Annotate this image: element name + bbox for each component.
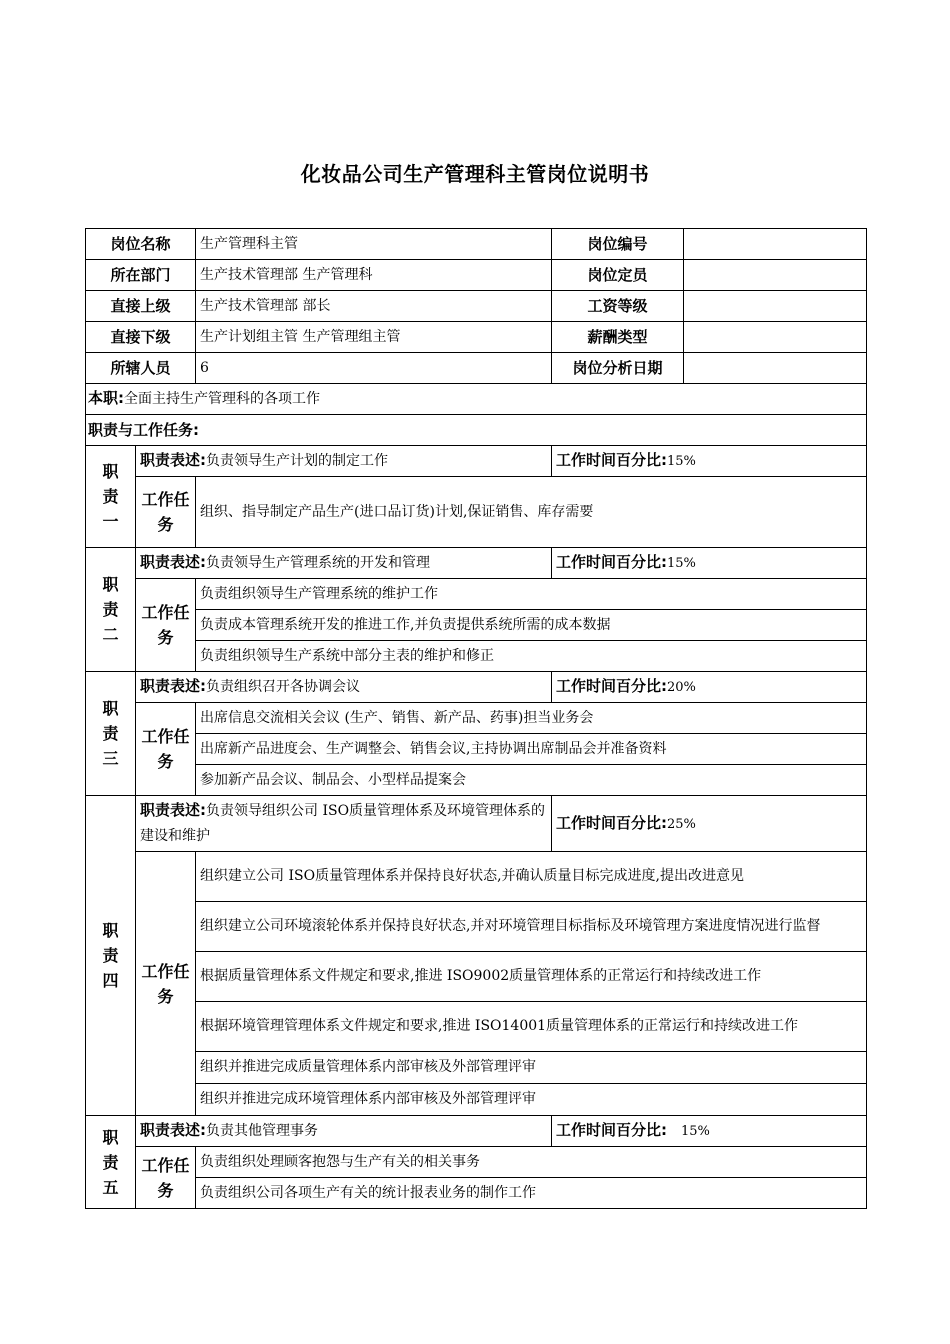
duty-3-task: 出席新产品进度会、生产调整会、销售会议,主持协调出席制品会并准备资料 [196,734,867,765]
value-pay-type [684,322,867,353]
duty-1-task: 组织、指导制定产品生产(进口品订货)计划,保证销售、库存需要 [196,477,867,548]
duties-header: 职责与工作任务: [86,415,867,446]
percent-label: 工作时间百分比: [556,813,668,832]
label-salary-grade: 工资等级 [552,291,684,322]
duty-4-percent: 25% [667,816,696,832]
task-label: 工作任务 [136,1147,196,1209]
duty-1-task-row [86,477,867,548]
info-row [86,229,867,260]
value-department: 生产技术管理部 生产管理科 [196,260,552,291]
duty-5-name: 职 责 五 [86,1116,136,1209]
duty-5-task: 负责组织处理顾客抱怨与生产有关的相关事务 [196,1147,867,1178]
duty-4-task: 根据质量管理体系文件规定和要求,推进 ISO9002质量管理体系的正常运行和持续改进工作 [196,952,867,1002]
duty-5-statement-row [86,1116,867,1147]
info-row [86,260,867,291]
label-analysis-date: 岗位分析日期 [552,353,684,384]
duty-4-task: 组织建立公司环境滚轮体系并保持良好状态,并对环境管理目标指标及环境管理方案进度情况进行监督 [196,902,867,952]
duty-3-task: 出席信息交流相关会议 (生产、销售、新产品、药事)担当业务会 [196,703,867,734]
percent-label: 工作时间百分比: [556,553,668,571]
duty-2-name: 职 责 二 [86,548,136,672]
duty-1-statement: 负责领导生产计划的制定工作 [206,453,388,469]
value-position-name: 生产管理科主管 [196,229,552,260]
duty-2-statement: 负责领导生产管理系统的开发和管理 [206,555,430,571]
duty-2-task: 负责组织领导生产管理系统的维护工作 [196,579,867,610]
label-department: 所在部门 [86,260,196,291]
duty-5-task-row [86,1147,867,1178]
value-analysis-date [684,353,867,384]
duty-2-statement-row [86,548,867,579]
value-position-code [684,229,867,260]
duty-1-statement-row [86,446,867,477]
duty-1-name: 职 责 一 [86,446,136,548]
task-label: 工作任务 [136,477,196,548]
job-description-table [85,228,867,1209]
duty-5-percent: 15% [681,1124,710,1139]
task-label: 工作任务 [136,703,196,796]
duties-header-row [86,415,867,446]
duty-4-task-row [86,902,867,952]
duty-5-statement: 负责其他管理事务 [206,1123,318,1139]
duty-3-statement: 负责组织召开各协调会议 [206,679,360,695]
main-duty-label: 本职: [88,389,124,407]
value-direct-superior: 生产技术管理部 部长 [196,291,552,322]
info-row [86,322,867,353]
percent-label: 工作时间百分比: [556,1121,668,1139]
duty-3-task-row [86,765,867,796]
label-direct-subordinates: 直接下级 [86,322,196,353]
duty-4-task: 组织建立公司 ISO质量管理体系并保持良好状态,并确认质量目标完成进度,提出改进意见 [196,852,867,902]
duty-2-task: 负责成本管理系统开发的推进工作,并负责提供系统所需的成本数据 [196,610,867,641]
main-duty-row [86,384,867,415]
duty-3-task-row [86,734,867,765]
duty-4-task-row [86,1084,867,1116]
task-label: 工作任务 [136,852,196,1116]
statement-label: 职责表述: [140,553,206,571]
duty-4-task-row [86,852,867,902]
info-row [86,291,867,322]
value-staff-count: 6 [196,353,552,384]
value-salary-grade [684,291,867,322]
duty-4-task: 组织并推进完成环境管理体系内部审核及外部管理评审 [196,1084,867,1116]
duty-5-task: 负责组织公司各项生产有关的统计报表业务的制作工作 [196,1178,867,1209]
duty-3-task-row [86,703,867,734]
duty-4-task: 组织并推进完成质量管理体系内部审核及外部管理评审 [196,1052,867,1084]
duty-4-task-row [86,1002,867,1052]
duty-2-percent: 15% [667,556,696,571]
label-position-name: 岗位名称 [86,229,196,260]
duty-3-task: 参加新产品会议、制品会、小型样品提案会 [196,765,867,796]
duty-4-task: 根据环境管理管理体系文件规定和要求,推进 ISO14001质量管理体系的正常运行和持续改进工作 [196,1002,867,1052]
duty-2-task: 负责组织领导生产系统中部分主表的维护和修正 [196,641,867,672]
duty-1-percent: 15% [667,454,696,469]
duty-2-task-row [86,579,867,610]
info-row [86,353,867,384]
label-position-code: 岗位编号 [552,229,684,260]
label-direct-superior: 直接上级 [86,291,196,322]
task-label: 工作任务 [136,579,196,672]
duty-5-task-row [86,1178,867,1209]
duty-4-statement-row [86,796,867,852]
duty-3-statement-row [86,672,867,703]
label-headcount: 岗位定员 [552,260,684,291]
percent-label: 工作时间百分比: [556,451,668,469]
duty-4-name: 职 责 四 [86,796,136,1116]
duty-3-name: 职 责 三 [86,672,136,796]
duty-4-task-row [86,952,867,1002]
duty-2-task-row [86,610,867,641]
statement-label: 职责表述: [140,677,206,695]
value-direct-subordinates: 生产计划组主管 生产管理组主管 [196,322,552,353]
document-title: 化妆品公司生产管理科主管岗位说明书 [300,162,650,186]
statement-label: 职责表述: [140,1121,206,1139]
label-pay-type: 薪酬类型 [552,322,684,353]
duty-2-task-row [86,641,867,672]
percent-label: 工作时间百分比: [556,677,668,695]
duty-4-task-row [86,1052,867,1084]
duty-4-statement: 负责领导组织公司 ISO质量管理体系及环境管理体系的建设和维护 [140,803,546,844]
main-duty-text: 全面主持生产管理科的各项工作 [124,391,320,407]
statement-label: 职责表述: [140,801,206,819]
value-headcount [684,260,867,291]
label-staff-count: 所辖人员 [86,353,196,384]
duty-3-percent: 20% [667,680,696,695]
statement-label: 职责表述: [140,451,206,469]
